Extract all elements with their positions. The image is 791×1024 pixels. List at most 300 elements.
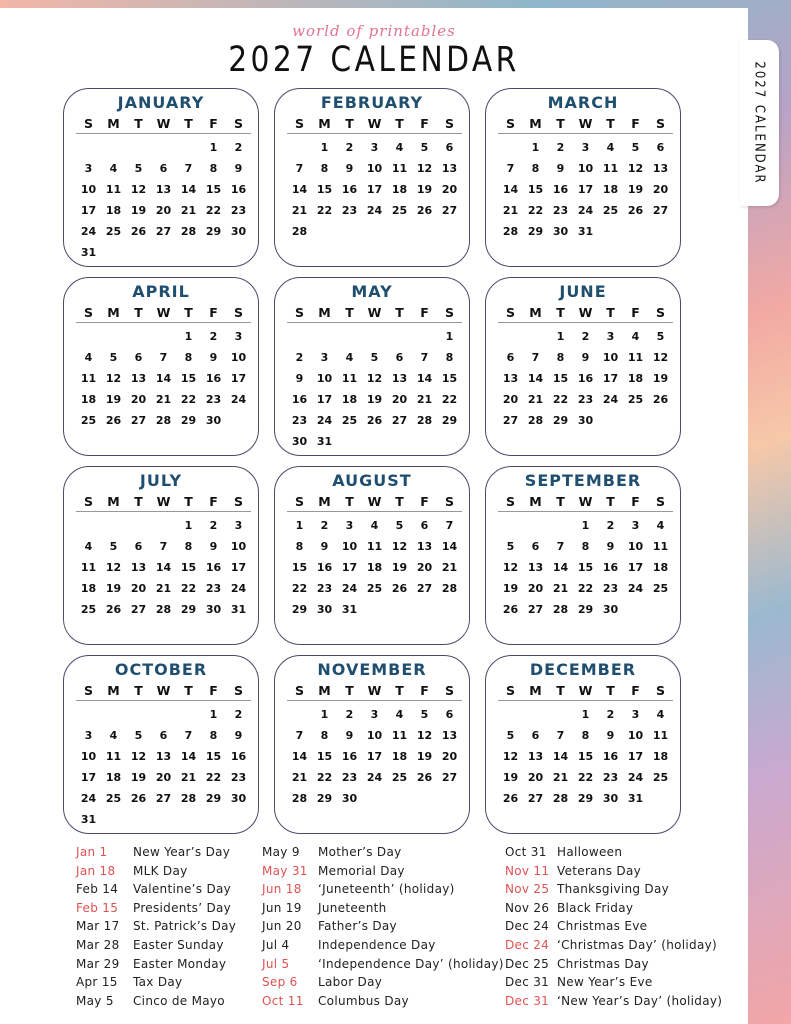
day-cell: 7 bbox=[556, 540, 565, 553]
holiday-name: MLK Day bbox=[133, 863, 188, 878]
weekday-header bbox=[287, 492, 462, 512]
day-cell: 6 bbox=[134, 540, 143, 553]
day-cell: 2 bbox=[606, 519, 615, 532]
holiday-name: Easter Sunday bbox=[133, 938, 224, 952]
day-cell: 25 bbox=[105, 792, 122, 805]
weekday-label: M bbox=[318, 683, 331, 698]
week-row bbox=[287, 179, 462, 200]
week-row bbox=[498, 347, 673, 368]
day-cell: 29 bbox=[205, 225, 222, 238]
day-cell: 26 bbox=[652, 393, 669, 406]
day-cell: 21 bbox=[441, 561, 458, 574]
day-cell: 30 bbox=[205, 603, 222, 616]
weekday-label: M bbox=[529, 683, 542, 698]
day-cell: 30 bbox=[230, 792, 247, 805]
holiday-name: Mother’s Day bbox=[318, 845, 402, 859]
weekday-header bbox=[287, 114, 462, 134]
day-cell: 6 bbox=[159, 162, 168, 175]
day-cell: 29 bbox=[316, 792, 333, 805]
day-cell: 7 bbox=[420, 351, 429, 364]
day-cell: 8 bbox=[184, 351, 193, 364]
day-cell: 13 bbox=[527, 750, 544, 763]
day-cell: 1 bbox=[320, 141, 329, 154]
day-cell: 30 bbox=[341, 792, 358, 805]
week-row bbox=[76, 578, 251, 599]
holiday-name: Thanksgiving Day bbox=[557, 882, 670, 897]
day-cell: 5 bbox=[420, 141, 429, 154]
day-cell: 26 bbox=[416, 771, 433, 784]
weekday-label: S bbox=[83, 116, 93, 131]
day-cell: 20 bbox=[130, 582, 147, 595]
month-name: MAY bbox=[351, 282, 393, 301]
day-cell: 30 bbox=[602, 792, 619, 805]
day-cell: 5 bbox=[109, 351, 118, 364]
week-row bbox=[76, 788, 251, 809]
weekday-label: S bbox=[294, 305, 304, 320]
month-card-june bbox=[485, 277, 681, 456]
day-cell: 18 bbox=[602, 183, 619, 196]
weekday-label: F bbox=[209, 116, 218, 131]
weekday-label: W bbox=[156, 305, 171, 320]
weekday-label: T bbox=[184, 494, 193, 509]
weekday-label: S bbox=[233, 116, 243, 131]
weekday-label: T bbox=[134, 683, 143, 698]
weekday-label: T bbox=[184, 116, 193, 131]
day-cell: 1 bbox=[581, 519, 590, 532]
day-cell: 21 bbox=[416, 393, 433, 406]
week-row bbox=[287, 515, 462, 536]
week-row bbox=[287, 704, 462, 725]
day-cell: 15 bbox=[205, 750, 222, 763]
day-cell: 6 bbox=[531, 729, 540, 742]
day-cell: 24 bbox=[577, 204, 594, 217]
month-card-january bbox=[63, 88, 259, 267]
day-cell: 14 bbox=[180, 750, 197, 763]
day-cell: 23 bbox=[205, 393, 222, 406]
holiday-name: Juneteenth bbox=[318, 900, 387, 915]
day-cell: 9 bbox=[209, 540, 218, 553]
day-cell: 21 bbox=[552, 582, 569, 595]
week-row bbox=[498, 137, 673, 158]
day-cell: 3 bbox=[84, 162, 93, 175]
day-cell: 24 bbox=[80, 225, 97, 238]
day-cell: 17 bbox=[80, 771, 97, 784]
holiday-name: Labor Day bbox=[318, 975, 383, 990]
day-cell: 22 bbox=[577, 771, 594, 784]
day-cell: 6 bbox=[159, 729, 168, 742]
weekday-label: T bbox=[556, 494, 565, 509]
day-cell: 1 bbox=[295, 519, 304, 532]
day-cell: 21 bbox=[180, 204, 197, 217]
weekday-label: S bbox=[444, 494, 454, 509]
weekday-label: T bbox=[606, 494, 615, 509]
day-cell: 1 bbox=[531, 141, 540, 154]
day-cell: 2 bbox=[556, 141, 565, 154]
holiday-name: Presidents’ Day bbox=[133, 900, 232, 915]
day-cell: 19 bbox=[416, 183, 433, 196]
month-name: OCTOBER bbox=[114, 660, 208, 679]
weekday-label: F bbox=[631, 116, 640, 131]
page-title: 2027 CALENDAR bbox=[228, 40, 520, 80]
day-cell: 1 bbox=[445, 330, 454, 343]
day-cell: 18 bbox=[80, 393, 97, 406]
day-cell: 20 bbox=[652, 183, 669, 196]
day-cell: 3 bbox=[84, 729, 93, 742]
weekday-label: F bbox=[209, 683, 218, 698]
day-cell: 2 bbox=[345, 708, 354, 721]
week-row bbox=[498, 410, 673, 431]
day-cell: 26 bbox=[391, 582, 408, 595]
day-cell: 3 bbox=[345, 519, 354, 532]
day-cell: 24 bbox=[627, 582, 644, 595]
month-card-july bbox=[63, 466, 259, 645]
day-cell: 21 bbox=[552, 771, 569, 784]
week-row bbox=[498, 557, 673, 578]
day-cell: 13 bbox=[527, 561, 544, 574]
holiday-name: ‘Christmas Day’ (holiday) bbox=[557, 938, 718, 952]
month-name: NOVEMBER bbox=[317, 660, 427, 679]
day-cell: 27 bbox=[416, 582, 433, 595]
day-cell: 27 bbox=[527, 603, 544, 616]
week-row bbox=[498, 326, 673, 347]
day-cell: 27 bbox=[652, 204, 669, 217]
weekday-label: M bbox=[529, 116, 542, 131]
week-row bbox=[287, 746, 462, 767]
day-cell: 1 bbox=[209, 141, 218, 154]
day-cell: 29 bbox=[291, 603, 308, 616]
day-cell: 26 bbox=[130, 225, 147, 238]
day-cell: 31 bbox=[577, 225, 594, 238]
day-cell: 30 bbox=[602, 603, 619, 616]
day-cell: 17 bbox=[80, 204, 97, 217]
day-cell: 4 bbox=[656, 519, 665, 532]
day-cell: 20 bbox=[441, 183, 458, 196]
day-cell: 11 bbox=[80, 561, 97, 574]
week-row bbox=[76, 200, 251, 221]
day-cell: 10 bbox=[80, 750, 97, 763]
day-cell: 7 bbox=[159, 351, 168, 364]
day-cell: 1 bbox=[184, 519, 193, 532]
week-row bbox=[76, 179, 251, 200]
day-cell: 31 bbox=[316, 435, 333, 448]
week-row bbox=[287, 389, 462, 410]
day-cell: 31 bbox=[80, 246, 97, 259]
day-cell: 19 bbox=[391, 561, 408, 574]
weekday-header bbox=[287, 681, 462, 701]
day-cell: 16 bbox=[291, 393, 308, 406]
weekday-label: M bbox=[318, 305, 331, 320]
day-cell: 17 bbox=[316, 393, 333, 406]
day-cell: 15 bbox=[577, 750, 594, 763]
day-cell: 12 bbox=[391, 540, 408, 553]
holiday-date: Feb 15 bbox=[76, 900, 119, 915]
day-cell: 31 bbox=[627, 792, 644, 805]
day-cell: 2 bbox=[295, 351, 304, 364]
week-row bbox=[76, 536, 251, 557]
day-cell: 29 bbox=[180, 603, 197, 616]
holiday-name: Christmas Day bbox=[557, 956, 649, 971]
holiday-date: Dec 24 bbox=[505, 938, 550, 952]
day-cell: 7 bbox=[184, 162, 193, 175]
holiday-date: Sep 6 bbox=[262, 975, 298, 990]
day-cell: 23 bbox=[602, 582, 619, 595]
day-cell: 23 bbox=[230, 771, 247, 784]
weekday-label: W bbox=[156, 494, 171, 509]
weekday-label: W bbox=[367, 305, 382, 320]
weekday-label: S bbox=[655, 116, 665, 131]
day-cell: 10 bbox=[602, 351, 619, 364]
day-cell: 11 bbox=[627, 351, 644, 364]
day-cell: 30 bbox=[230, 225, 247, 238]
month-card-september bbox=[485, 466, 681, 645]
weekday-label: T bbox=[345, 305, 354, 320]
holiday-date: Jan 18 bbox=[76, 863, 116, 878]
day-cell: 25 bbox=[366, 582, 383, 595]
day-cell: 26 bbox=[105, 603, 122, 616]
weekday-label: S bbox=[655, 683, 665, 698]
day-cell: 23 bbox=[341, 204, 358, 217]
day-cell: 11 bbox=[105, 183, 122, 196]
day-cell: 9 bbox=[320, 540, 329, 553]
day-cell: 18 bbox=[80, 582, 97, 595]
weekday-label: T bbox=[556, 116, 565, 131]
weekday-label: T bbox=[345, 494, 354, 509]
day-cell: 23 bbox=[291, 414, 308, 427]
day-cell: 18 bbox=[341, 393, 358, 406]
day-cell: 30 bbox=[205, 414, 222, 427]
day-cell: 8 bbox=[209, 162, 218, 175]
day-cell: 14 bbox=[291, 750, 308, 763]
day-cell: 2 bbox=[345, 141, 354, 154]
weekday-header bbox=[498, 681, 673, 701]
day-cell: 22 bbox=[180, 582, 197, 595]
day-cell: 9 bbox=[556, 162, 565, 175]
day-cell: 2 bbox=[320, 519, 329, 532]
day-cell: 4 bbox=[84, 540, 93, 553]
weekday-label: M bbox=[529, 305, 542, 320]
day-cell: 29 bbox=[205, 792, 222, 805]
day-cell: 28 bbox=[180, 225, 197, 238]
month-card-march bbox=[485, 88, 681, 267]
weekday-label: W bbox=[578, 305, 593, 320]
weekday-label: M bbox=[107, 116, 120, 131]
weekday-header bbox=[498, 303, 673, 323]
weekday-label: T bbox=[395, 116, 404, 131]
day-cell: 27 bbox=[441, 771, 458, 784]
holiday-date: Oct 31 bbox=[505, 845, 547, 859]
day-cell: 7 bbox=[295, 729, 304, 742]
day-cell: 10 bbox=[627, 729, 644, 742]
day-cell: 19 bbox=[416, 750, 433, 763]
day-cell: 16 bbox=[602, 561, 619, 574]
weekday-label: M bbox=[107, 683, 120, 698]
day-cell: 29 bbox=[552, 414, 569, 427]
day-cell: 28 bbox=[155, 414, 172, 427]
day-cell: 10 bbox=[366, 162, 383, 175]
day-cell: 28 bbox=[291, 225, 308, 238]
day-cell: 25 bbox=[80, 414, 97, 427]
day-cell: 29 bbox=[527, 225, 544, 238]
day-cell: 10 bbox=[80, 183, 97, 196]
weekday-label: S bbox=[444, 683, 454, 698]
day-cell: 4 bbox=[656, 708, 665, 721]
day-cell: 25 bbox=[652, 582, 669, 595]
week-row bbox=[76, 389, 251, 410]
day-cell: 24 bbox=[230, 582, 247, 595]
day-cell: 21 bbox=[155, 582, 172, 595]
day-cell: 19 bbox=[130, 771, 147, 784]
day-cell: 2 bbox=[209, 330, 218, 343]
day-cell: 23 bbox=[230, 204, 247, 217]
week-row bbox=[76, 599, 251, 620]
day-cell: 29 bbox=[441, 414, 458, 427]
day-cell: 31 bbox=[341, 603, 358, 616]
holiday-name: Cinco de Mayo bbox=[133, 993, 225, 1008]
day-cell: 8 bbox=[445, 351, 454, 364]
week-row bbox=[287, 725, 462, 746]
day-cell: 23 bbox=[602, 771, 619, 784]
week-row bbox=[287, 557, 462, 578]
day-cell: 3 bbox=[631, 708, 640, 721]
day-cell: 4 bbox=[370, 519, 379, 532]
day-cell: 19 bbox=[502, 771, 519, 784]
week-row bbox=[287, 599, 462, 620]
month-name: FEBRUARY bbox=[320, 93, 424, 112]
weekday-header bbox=[498, 114, 673, 134]
day-cell: 5 bbox=[420, 708, 429, 721]
weekday-label: F bbox=[631, 683, 640, 698]
weekday-label: S bbox=[505, 683, 515, 698]
day-cell: 13 bbox=[502, 372, 519, 385]
day-cell: 3 bbox=[234, 330, 243, 343]
day-cell: 18 bbox=[391, 750, 408, 763]
day-cell: 24 bbox=[602, 393, 619, 406]
month-card-october bbox=[63, 655, 259, 834]
holiday-date: Nov 11 bbox=[505, 863, 550, 878]
week-row bbox=[76, 158, 251, 179]
day-cell: 20 bbox=[441, 750, 458, 763]
weekday-label: T bbox=[606, 305, 615, 320]
day-cell: 5 bbox=[134, 729, 143, 742]
day-cell: 24 bbox=[316, 414, 333, 427]
day-cell: 3 bbox=[320, 351, 329, 364]
holiday-date: Oct 11 bbox=[262, 993, 304, 1008]
day-cell: 7 bbox=[445, 519, 454, 532]
month-name: MARCH bbox=[547, 93, 619, 112]
month-card-february bbox=[274, 88, 470, 267]
day-cell: 29 bbox=[577, 792, 594, 805]
day-cell: 15 bbox=[180, 372, 197, 385]
day-cell: 31 bbox=[230, 603, 247, 616]
month-name: AUGUST bbox=[332, 471, 412, 490]
week-row bbox=[76, 767, 251, 788]
day-cell: 25 bbox=[80, 603, 97, 616]
day-cell: 15 bbox=[577, 561, 594, 574]
weekday-label: S bbox=[505, 494, 515, 509]
day-cell: 19 bbox=[502, 582, 519, 595]
day-cell: 22 bbox=[205, 204, 222, 217]
day-cell: 5 bbox=[656, 330, 665, 343]
holiday-date: Mar 29 bbox=[76, 956, 120, 971]
day-cell: 26 bbox=[366, 414, 383, 427]
day-cell: 1 bbox=[184, 330, 193, 343]
day-cell: 16 bbox=[341, 750, 358, 763]
day-cell: 17 bbox=[366, 750, 383, 763]
week-row bbox=[287, 158, 462, 179]
holiday-name: Valentine’s Day bbox=[133, 882, 232, 897]
day-cell: 6 bbox=[134, 351, 143, 364]
day-cell: 28 bbox=[527, 414, 544, 427]
day-cell: 11 bbox=[341, 372, 358, 385]
day-cell: 18 bbox=[366, 561, 383, 574]
month-name: SEPTEMBER bbox=[524, 471, 642, 490]
day-cell: 17 bbox=[230, 561, 247, 574]
holiday-name: New Year’s Eve bbox=[557, 975, 653, 990]
day-cell: 9 bbox=[606, 540, 615, 553]
day-cell: 23 bbox=[577, 393, 594, 406]
day-cell: 24 bbox=[341, 582, 358, 595]
day-cell: 16 bbox=[230, 750, 247, 763]
day-cell: 16 bbox=[316, 561, 333, 574]
day-cell: 12 bbox=[366, 372, 383, 385]
month-card-november bbox=[274, 655, 470, 834]
day-cell: 14 bbox=[291, 183, 308, 196]
day-cell: 4 bbox=[606, 141, 615, 154]
holiday-date: Mar 28 bbox=[76, 938, 120, 952]
week-row bbox=[498, 368, 673, 389]
day-cell: 12 bbox=[130, 183, 147, 196]
holiday-date: Jul 4 bbox=[262, 938, 290, 952]
month-name: DECEMBER bbox=[529, 660, 637, 679]
day-cell: 19 bbox=[130, 204, 147, 217]
day-cell: 13 bbox=[130, 561, 147, 574]
side-tab[interactable] bbox=[740, 40, 779, 206]
weekday-label: T bbox=[345, 116, 354, 131]
weekday-label: F bbox=[209, 305, 218, 320]
week-row bbox=[76, 242, 251, 263]
weekday-label: F bbox=[420, 116, 429, 131]
day-cell: 18 bbox=[627, 372, 644, 385]
week-row bbox=[287, 788, 462, 809]
day-cell: 3 bbox=[234, 519, 243, 532]
week-row bbox=[498, 767, 673, 788]
day-cell: 19 bbox=[105, 393, 122, 406]
week-row bbox=[76, 746, 251, 767]
weekday-label: W bbox=[367, 116, 382, 131]
weekday-label: F bbox=[420, 305, 429, 320]
day-cell: 13 bbox=[130, 372, 147, 385]
week-row bbox=[498, 158, 673, 179]
day-cell: 8 bbox=[320, 729, 329, 742]
holiday-date: Jun 20 bbox=[262, 919, 302, 934]
day-cell: 14 bbox=[552, 561, 569, 574]
holiday-name: St. Patrick’s Day bbox=[133, 919, 237, 934]
weekday-label: T bbox=[395, 683, 404, 698]
day-cell: 7 bbox=[295, 162, 304, 175]
week-row bbox=[498, 221, 673, 242]
day-cell: 16 bbox=[205, 561, 222, 574]
day-cell: 24 bbox=[230, 393, 247, 406]
day-cell: 12 bbox=[502, 561, 519, 574]
holiday-name: Easter Monday bbox=[133, 956, 227, 971]
holiday-name: Veterans Day bbox=[557, 863, 642, 878]
weekday-label: W bbox=[156, 116, 171, 131]
day-cell: 20 bbox=[130, 393, 147, 406]
weekday-label: M bbox=[107, 494, 120, 509]
week-row bbox=[498, 389, 673, 410]
holiday-name: ‘Juneteenth’ (holiday) bbox=[318, 882, 455, 897]
day-cell: 28 bbox=[155, 603, 172, 616]
